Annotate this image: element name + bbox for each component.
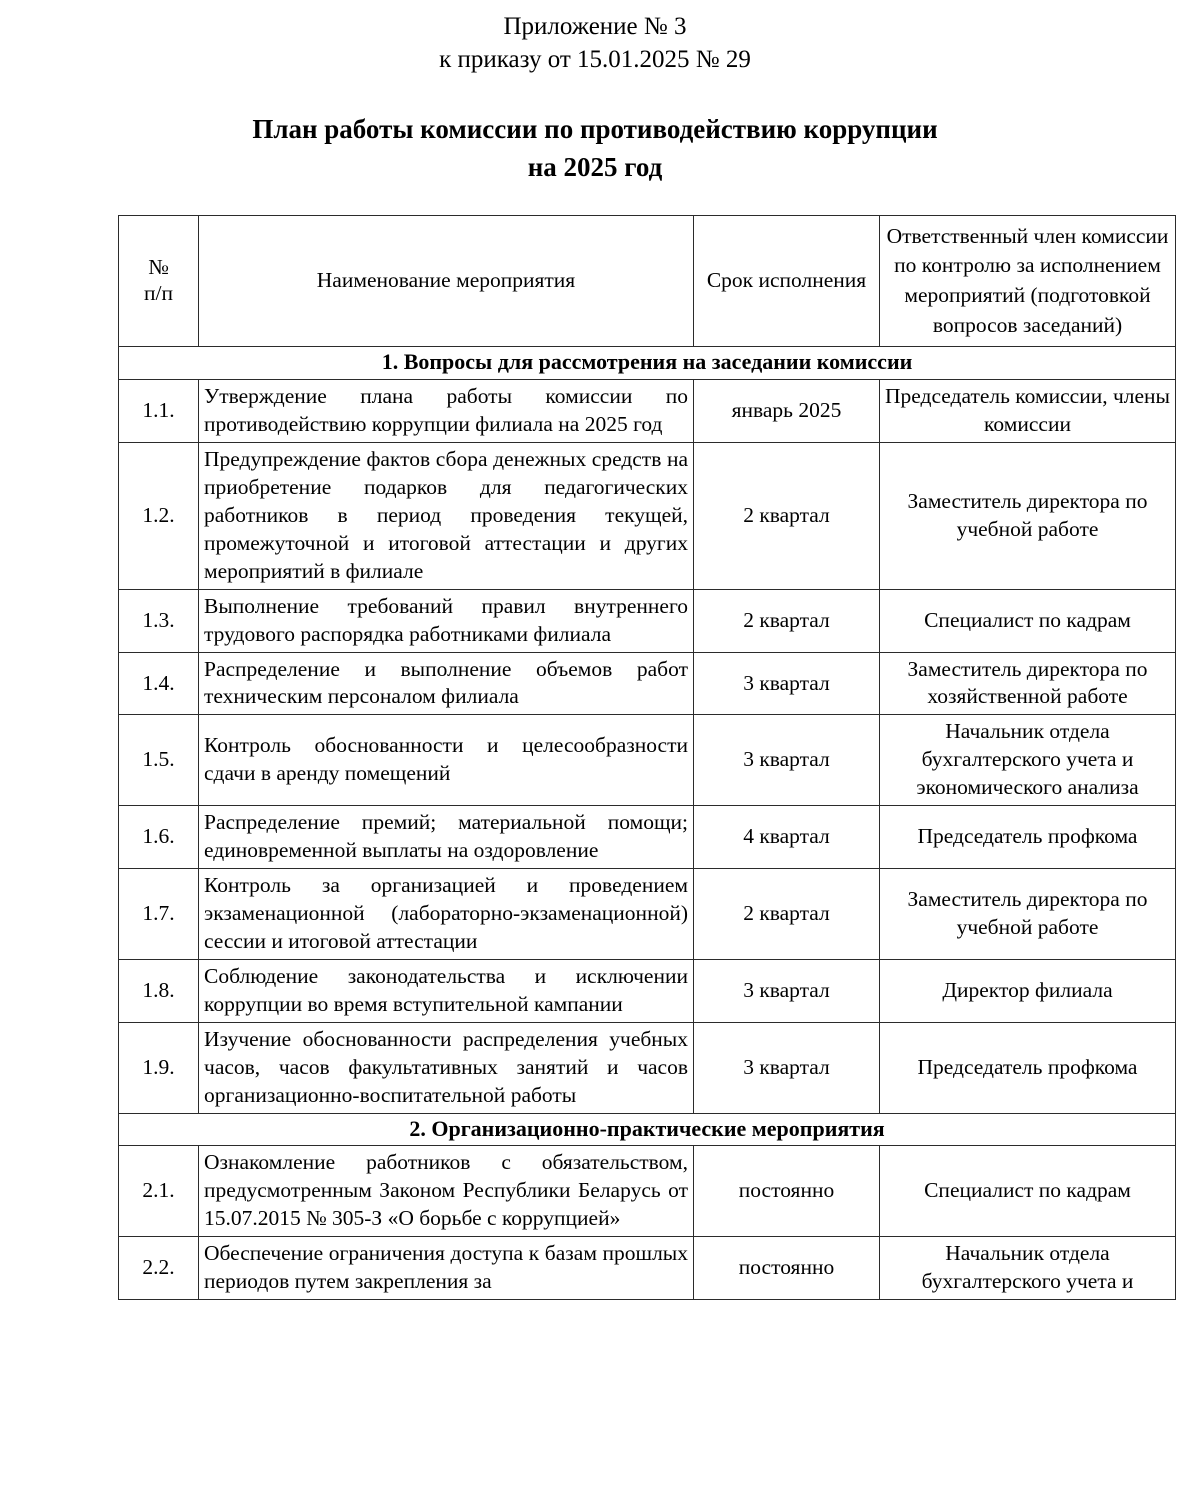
row-number-cell: 1.1. [119, 380, 199, 443]
plan-table-body [119, 215, 1176, 1299]
table-row [119, 715, 1176, 806]
table-row [119, 589, 1176, 652]
row-term-cell: постоянно [694, 1146, 880, 1237]
section-header-row [119, 1113, 1176, 1146]
row-name-cell: Соблюдение законодательства и исключении коррупции во время вступительной кампании [199, 959, 694, 1022]
section-header-row [119, 347, 1176, 380]
row-responsible-cell: Председатель комиссии, члены комиссии [880, 380, 1176, 443]
plan-table-wrapper [0, 215, 1190, 1300]
table-row [119, 1237, 1176, 1300]
row-term-cell: 3 квартал [694, 1022, 880, 1113]
row-responsible-cell: Специалист по кадрам [880, 1146, 1176, 1237]
column-header-number-line2: п/п [144, 280, 173, 305]
row-name-cell: Контроль обоснованности и целесообразности сдачи в аренду помещений [199, 715, 694, 806]
row-term-cell: 3 квартал [694, 652, 880, 715]
row-name-cell: Изучение обоснованности распределения учебных часов, часов факультативных занятий и часов организационно-воспитательной работы [199, 1022, 694, 1113]
row-number-cell: 1.7. [119, 869, 199, 960]
table-row [119, 1022, 1176, 1113]
column-header-term: Срок исполнения [694, 215, 880, 347]
row-term-cell: январь 2025 [694, 380, 880, 443]
plan-table [118, 215, 1176, 1300]
row-number-cell: 1.5. [119, 715, 199, 806]
row-term-cell: 2 квартал [694, 869, 880, 960]
row-number-cell: 1.4. [119, 652, 199, 715]
table-row [119, 806, 1176, 869]
appendix-number: Приложение № 3 [503, 13, 687, 40]
row-responsible-cell: Директор филиала [880, 959, 1176, 1022]
row-number-cell: 1.3. [119, 589, 199, 652]
row-number-cell: 1.9. [119, 1022, 199, 1113]
page-title [0, 110, 1190, 187]
row-name-cell: Обеспечение ограничения доступа к базам прошлых периодов путем закрепления за [199, 1237, 694, 1300]
row-name-cell: Контроль за организацией и проведением экзаменационной (лабораторно-экзаменационной) сессии и итоговой аттестации [199, 869, 694, 960]
row-name-cell: Предупреждение фактов сбора денежных средств на приобретение подарков для педагогических работников в период проведения текущей, промежуточной и итоговой аттестации и других мероприятий в филиале [199, 442, 694, 589]
row-name-cell: Распределение и выполнение объемов работ техническим персоналом филиала [199, 652, 694, 715]
row-name-cell: Выполнение требований правил внутреннего трудового распорядка работниками филиала [199, 589, 694, 652]
column-header-number [119, 215, 199, 347]
row-term-cell: постоянно [694, 1237, 880, 1300]
row-term-cell: 3 квартал [694, 959, 880, 1022]
page-title-line1: План работы комиссии по противодействию коррупции [252, 114, 938, 144]
row-name-cell: Утверждение плана работы комиссии по противодействию коррупции филиала на 2025 год [199, 380, 694, 443]
row-number-cell: 1.6. [119, 806, 199, 869]
row-responsible-cell: Заместитель директора по учебной работе [880, 869, 1176, 960]
table-header-row [119, 215, 1176, 347]
row-number-cell: 2.2. [119, 1237, 199, 1300]
row-responsible-cell: Председатель профкома [880, 1022, 1176, 1113]
section-header-label: 2. Организационно-практические мероприятия [119, 1113, 1176, 1146]
row-number-cell: 2.1. [119, 1146, 199, 1237]
table-row [119, 959, 1176, 1022]
row-responsible-cell: Начальник отдела бухгалтерского учета и [880, 1237, 1176, 1300]
order-reference: к приказу от 15.01.2025 № 29 [439, 46, 751, 73]
row-term-cell: 3 квартал [694, 715, 880, 806]
column-header-number-line1: № [148, 255, 169, 280]
row-term-cell: 2 квартал [694, 589, 880, 652]
page-title-line2: на 2025 год [527, 152, 663, 183]
row-responsible-cell: Председатель профкома [880, 806, 1176, 869]
appendix-reference [0, 0, 1190, 76]
row-name-cell: Распределение премий; материальной помощи; единовременной выплаты на оздоровление [199, 806, 694, 869]
row-number-cell: 1.2. [119, 442, 199, 589]
row-name-cell: Ознакомление работников с обязательством, предусмотренным Законом Республики Беларусь от 15.07.2015 № 305-З «О борьбе с коррупцией» [199, 1146, 694, 1237]
table-row [119, 869, 1176, 960]
row-number-cell: 1.8. [119, 959, 199, 1022]
row-responsible-cell: Специалист по кадрам [880, 589, 1176, 652]
row-term-cell: 2 квартал [694, 442, 880, 589]
column-header-responsible: Ответственный член комиссии по контролю за исполнением мероприятий (подготовкой вопросов заседаний) [880, 215, 1176, 347]
section-header-label: 1. Вопросы для рассмотрения на заседании комиссии [119, 347, 1176, 380]
table-row [119, 442, 1176, 589]
row-responsible-cell: Заместитель директора по хозяйственной работе [880, 652, 1176, 715]
table-row [119, 1146, 1176, 1237]
table-row [119, 380, 1176, 443]
column-header-name: Наименование мероприятия [199, 215, 694, 347]
row-responsible-cell: Начальник отдела бухгалтерского учета и экономического анализа [880, 715, 1176, 806]
row-term-cell: 4 квартал [694, 806, 880, 869]
table-row [119, 652, 1176, 715]
row-responsible-cell: Заместитель директора по учебной работе [880, 442, 1176, 589]
